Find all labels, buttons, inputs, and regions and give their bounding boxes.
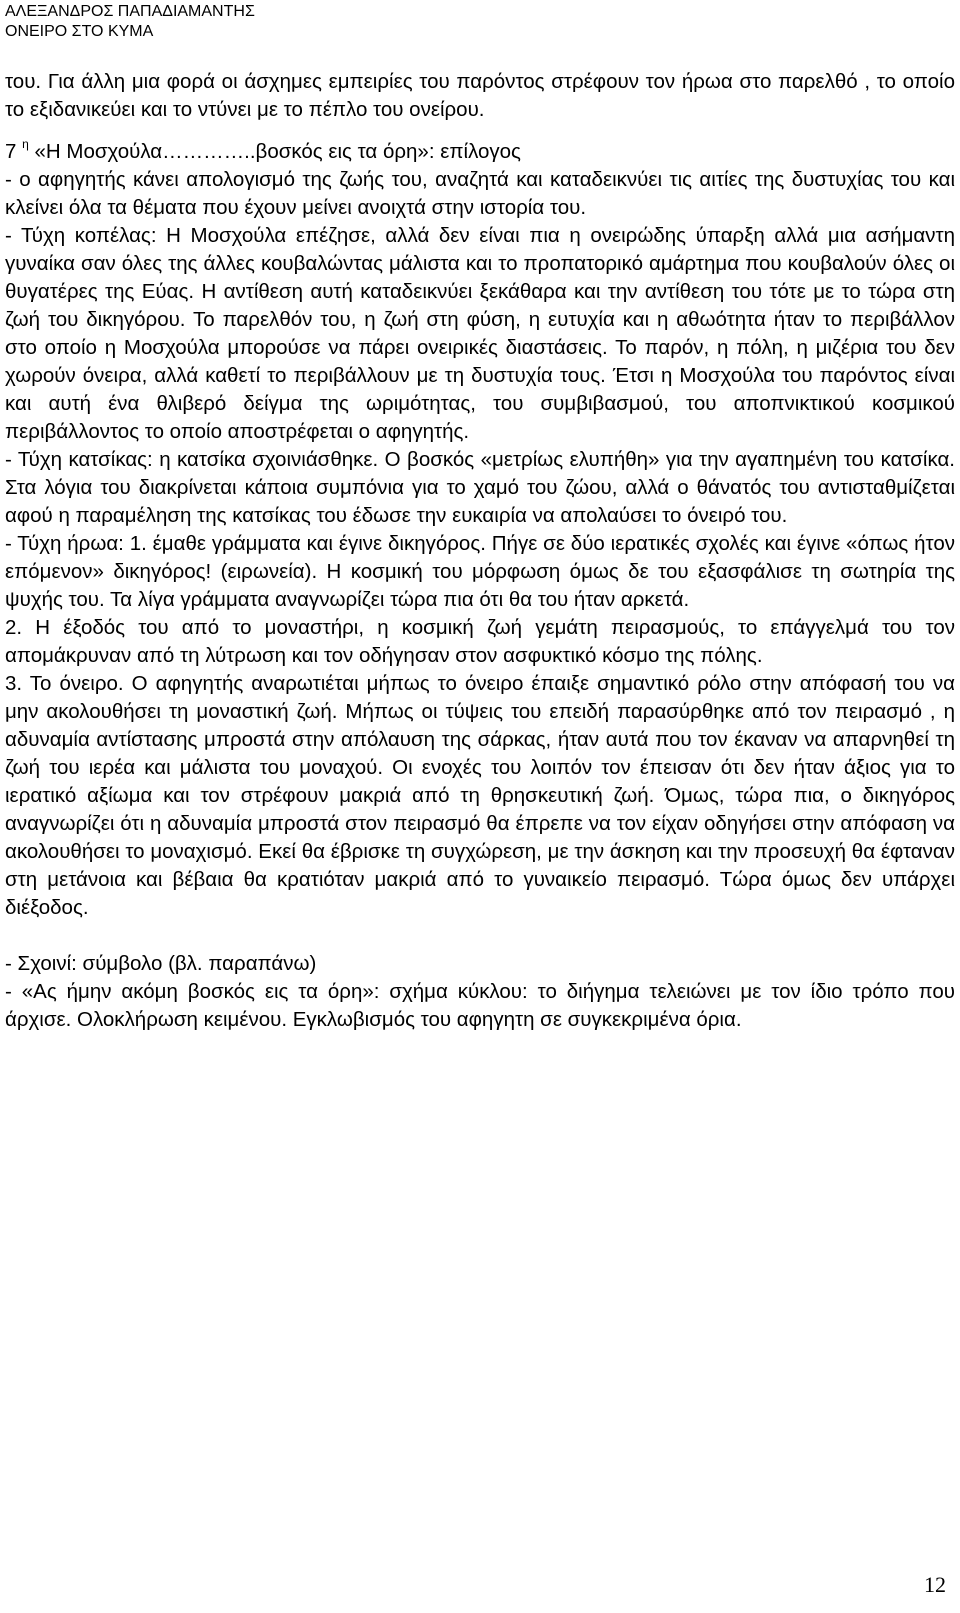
heading-superscript: η <box>22 137 29 152</box>
paragraph-goat-fate: - Τύχη κατσίκας: η κατσίκα σχοινιάσθηκε. Ο βοσκός «μετρίως ελυπήθη» για την αγαπημένη του κατσίκα. Στα λόγια του διακρίνεται κάποια συμπόνια για το χαμό του ζώου, αλλά ο θάνατός του αντισταθμίζεται αφού η παραμέληση της κατσίκας του έδωσε την ευκαιρία να απολαύσει το όνειρό του. <box>5 448 955 527</box>
paragraph-narrator: - ο αφηγητής κάνει απολογισμό της ζωής του, αναζητά και καταδεικνύει τις αιτίες της δυστυχίας του και κλείνει όλα τα θέματα που έχουν μείνει ανοιχτά στην ιστορία του. <box>5 168 955 219</box>
paragraph-hero-fate: - Τύχη ήρωα: 1. έμαθε γράμματα και έγινε δικηγόρος. Πήγε σε δύο ιερατικές σχολές και έγινε «όπως ήτον επόμενον» δικηγόρος! (ειρωνεία). Η κοσμική του μόρφωση όμως δε του εξασφάλισε τη σωτηρία της ψυχής του. Τα λίγα γράμματα αναγνωρίζει τώρα πια ότι θα του ήταν αρκετά. <box>5 532 955 611</box>
paragraph-circle-structure: - «Ας ήμην ακόμη βοσκός εις τα όρη»: σχήμα κύκλου: το διήγημα τελειώνει με τον ίδιο τρόπο που άρχισε. Ολοκλήρωση κειμένου. Εγκλωβισμός του αφηγητη σε συγκεκριμένα όρια. <box>5 980 955 1031</box>
document-body <box>5 68 955 1034</box>
heading-text: «Η Μοσχούλα…………..βοσκός εις τα όρη»: επίλογος <box>28 140 521 163</box>
paragraph-point-2: 2. Η έξοδός του από το μοναστήρι, η κοσμική ζωή γεμάτη πειρασμούς, το επάγγελμά του τον απομάκρυναν από τη λύτρωση και τον οδήγησαν στον ασφυκτικό κόσμο της πόλης. <box>5 616 955 667</box>
spacer <box>5 124 955 138</box>
paragraph-point-3: 3. Το όνειρο. Ο αφηγητής αναρωτιέται μήπως το όνειρο έπαιξε σημαντικό ρόλο στην απόφασή του να μην ακολουθήσει τη μοναστική ζωή. Μήπως οι τύψεις του επειδή παρασύρθηκε από τον πειρασμό , η αδυναμία αντίστασης μπροστά στην απόλαυση της σάρκας, ήταν αυτά που τον έκαναν να απαρνηθεί τη ζωή του ιερέα και μάλιστα του μοναχού. Οι ενοχές του λοιπόν τον έπεισαν ότι δεν ήταν άξιος για το ιερατικό αξίωμα και τον στρέφουν μακριά από τη θρησκευτική ζωή. Όμως, τώρα πια, ο δικηγόρος αναγνωρίζει ότι η αδυναμία μπροστά στον πειρασμό θα έπρεπε να τον είχαν οδηγήσει στην απόφαση να ακολουθήσει το μοναχισμό. Εκεί θα έβρισκε τη συγχώρεση, με την άσκηση και την προσευχή θα έφταναν στη μετάνοια και βέβαια θα κρατιόταν μακριά από το γυναικείο πειρασμό. Τώρα όμως δεν υπάρχει διέξοδος. <box>5 672 955 919</box>
paragraph-girl-fate: - Τύχη κοπέλας: Η Μοσχούλα επέζησε, αλλά δεν είναι πια η ονειρώδης ύπαρξη αλλά μια ασήμαντη γυναίκα σαν όλες της άλλες κουβαλώντας μάλιστα και το προπατορικό αμάρτημα που κουβαλούν όλες οι θυγατέρες της Εύας. Η αντίθεση αυτή καταδεικνύει ξεκάθαρα και την αντίθεση του τότε με το τώρα στη ζωή του δικηγόρου. Το παρελθόν του, η ζωή στη φύση, η ευτυχία και η αθωότητα ήταν το περιβάλλον στο οποίο η Μοσχούλα μπορούσε να πάρει ονειρικές διαστάσεις. Το παρόν, η πόλη, η μιζέρια του δεν χωρούν όνειρα, αλλά καθετί το περιβάλλουν με τη δυστυχία τους. Έτσι η Μοσχούλα του παρόντος είναι και αυτή ένα θλιβερό δείγμα της ωριμότητας, του συμβιβασμού, του αποπνικτικού κοσμικού περιβάλλοντος το οποίο αποστρέφεται ο αφηγητής. <box>5 224 955 443</box>
paragraph-intro: του. Για άλλη μια φορά οι άσχημες εμπειρίες του παρόντος στρέφουν τον ήρωα στο παρελθό , το οποίο το εξιδανικεύει και το ντύνει με το πέπλο του ονείρου. <box>5 70 955 121</box>
page-number: 12 <box>924 1572 946 1597</box>
running-header <box>5 2 255 42</box>
header-author: ΑΛΕΞΑΝΔΡΟΣ ΠΑΠΑΔΙΑΜΑΝΤΗΣ <box>5 3 255 20</box>
paragraph-rope-symbol: - Σχοινί: σύμβολο (βλ. παραπάνω) <box>5 952 317 975</box>
section-heading <box>5 138 955 166</box>
spacer <box>5 922 955 950</box>
heading-number: 7 <box>5 140 17 163</box>
header-title: ΟΝΕΙΡΟ ΣΤΟ ΚΥΜΑ <box>5 23 154 40</box>
